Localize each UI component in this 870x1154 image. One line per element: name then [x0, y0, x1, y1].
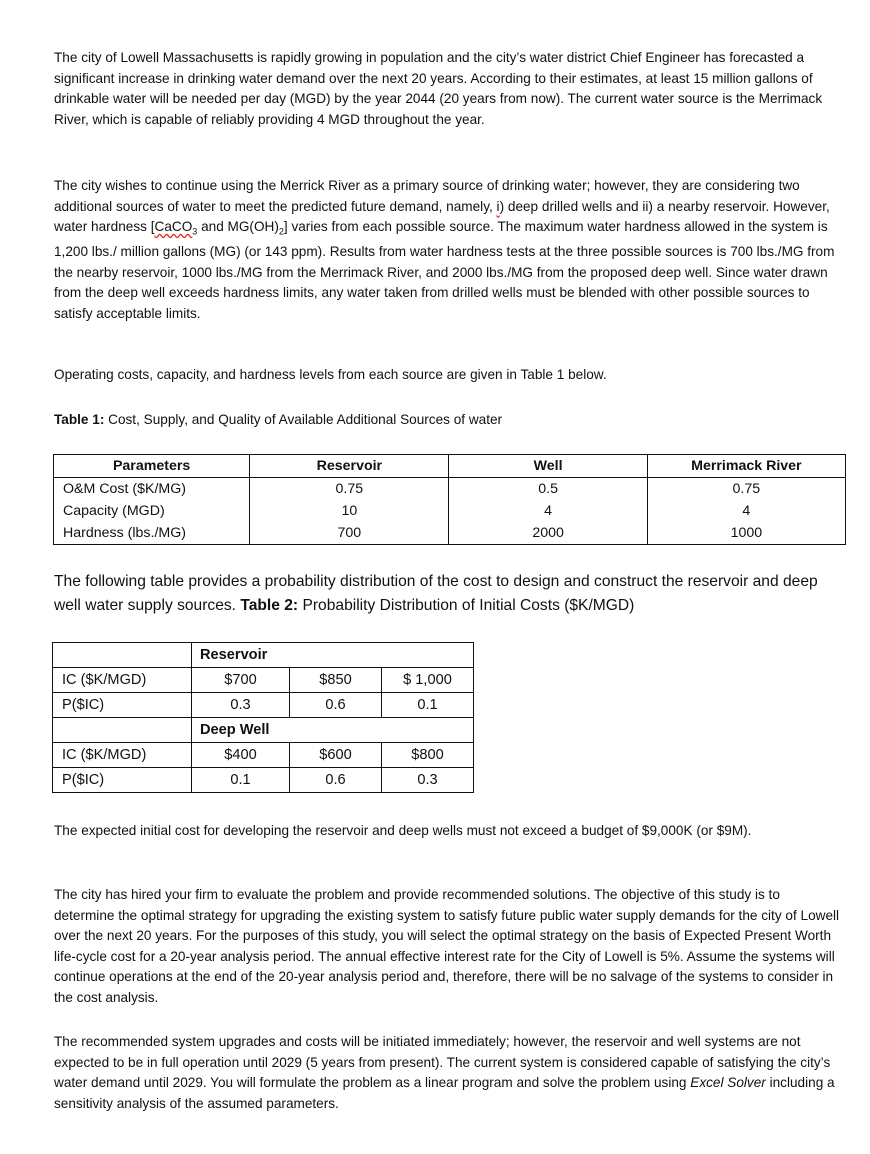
cell: $700 [192, 668, 290, 693]
table-row [53, 743, 474, 768]
cell: 0.75 [250, 478, 449, 501]
sources-paragraph: The city wishes to continue using the Merrick River as a primary source of drinking water; however, they are considering two additional sources of water to meet the predicted future demand, namely, i) deep drilled wells and ii) a nearby reservoir. However, water hardness [CaCO$_3$ and $MG(OH)_2$] varies from each possible source. The maximum water hardness allowed in the system is 1,200 lbs./ million gallons (MG) (or 143 ppm). Results from water hardness tests at the three possible sources is 700 lbs./MG from the nearby reservoir, 1000 lbs./MG from the Merrimack River, and 2000 lbs./MG from the proposed deep well. Since water drawn from the deep well exceeds hardness limits, any water taken from drilled wells must be blended with other possible sources to satisfy acceptable limits. [54, 178, 835, 321]
cell: 10 [250, 500, 449, 522]
cell: 4 [449, 500, 647, 522]
table1-intro: Operating costs, capacity, and hardness levels from each source are given in Table 1 below. [54, 367, 607, 382]
reservoir-section-title: Reservoir [192, 643, 474, 668]
cell: $ 1,000 [382, 668, 474, 693]
p-label: P($IC) [53, 693, 192, 718]
cell: $850 [290, 668, 382, 693]
cell: 0.6 [290, 693, 382, 718]
row-label: Capacity (MGD) [54, 500, 250, 522]
cell: 0.3 [192, 693, 290, 718]
table-row [54, 500, 846, 522]
cell: 0.75 [647, 478, 845, 501]
cell: $800 [382, 743, 474, 768]
cell: 0.5 [449, 478, 647, 501]
cell: $600 [290, 743, 382, 768]
table-row [54, 478, 846, 501]
cell: 0.3 [382, 768, 474, 793]
table-row [53, 693, 474, 718]
cell: 0.1 [192, 768, 290, 793]
table-row [53, 718, 474, 743]
table1-caption: Table 1: Cost, Supply, and Quality of Available Additional Sources of water [54, 412, 503, 427]
timeline-paragraph: The recommended system upgrades and costs will be initiated immediately; however, the reservoir and well systems are not expected to be in full operation until 2029 (5 years from present). The current system is considered capable of satisfying the city’s water demand until 2029. You will formulate the problem as a linear program and solve the problem using Excel Solver including a sensitivity analysis of the assumed parameters. [54, 1034, 835, 1111]
table-row [53, 643, 474, 668]
cell: 4 [647, 500, 845, 522]
row-label: Hardness (lbs./MG) [54, 522, 250, 545]
table-row [54, 522, 846, 545]
objective-paragraph: The city has hired your firm to evaluate the problem and provide recommended solutions. The objective of this study is to determine the optimal strategy for upgrading the existing system to satisfy future public water supply demands for the city of Lowell over the next 20 years. For the purposes of this study, you will select the optimal strategy on the basis of Expected Present Worth life-cycle cost for a 20-year analysis period. The annual effective interest rate for the City of Lowell is 5%. Assume the systems will continue operations at the end of the 20-year analysis period and, therefore, there will be no salvage of the systems to consider in the cost analysis. [54, 887, 840, 1005]
cell: 0.1 [382, 693, 474, 718]
table-row [53, 668, 474, 693]
p-label: P($IC) [53, 768, 192, 793]
cell: 2000 [449, 522, 647, 545]
header-merrimack: Merrimack River [647, 455, 845, 478]
initial-cost-table [52, 642, 474, 793]
header-reservoir: Reservoir [250, 455, 449, 478]
table2-intro: The following table provides a probability distribution of the cost to design and construct the reservoir and deep well water supply sources. Table 2: Probability Distribution of Initial Costs ($K/MGD) [54, 573, 818, 614]
table-header-row [54, 455, 846, 478]
cell: 700 [250, 522, 449, 545]
ic-label: IC ($K/MGD) [53, 743, 192, 768]
well-section-title: Deep Well [192, 718, 474, 743]
sources-table [53, 454, 846, 545]
budget-paragraph: The expected initial cost for developing the reservoir and deep wells must not exceed a budget of $9,000K (or $9M). [54, 823, 752, 838]
intro-paragraph: The city of Lowell Massachusetts is rapidly growing in population and the city’s water district Chief Engineer has forecasted a significant increase in drinking water demand over the next 20 years. According to their estimates, at least 15 million gallons of drinkable water will be needed per day (MGD) by the year 2044 (20 years from now). The current water source is the Merrimack River, which is capable of reliably providing 4 MGD throughout the year. [54, 50, 823, 127]
cell: 1000 [647, 522, 845, 545]
row-label: O&M Cost ($K/MG) [54, 478, 250, 501]
cell: 0.6 [290, 768, 382, 793]
table-row [53, 768, 474, 793]
ic-label: IC ($K/MGD) [53, 668, 192, 693]
header-parameters: Parameters [54, 455, 250, 478]
header-well: Well [449, 455, 647, 478]
cell: $400 [192, 743, 290, 768]
